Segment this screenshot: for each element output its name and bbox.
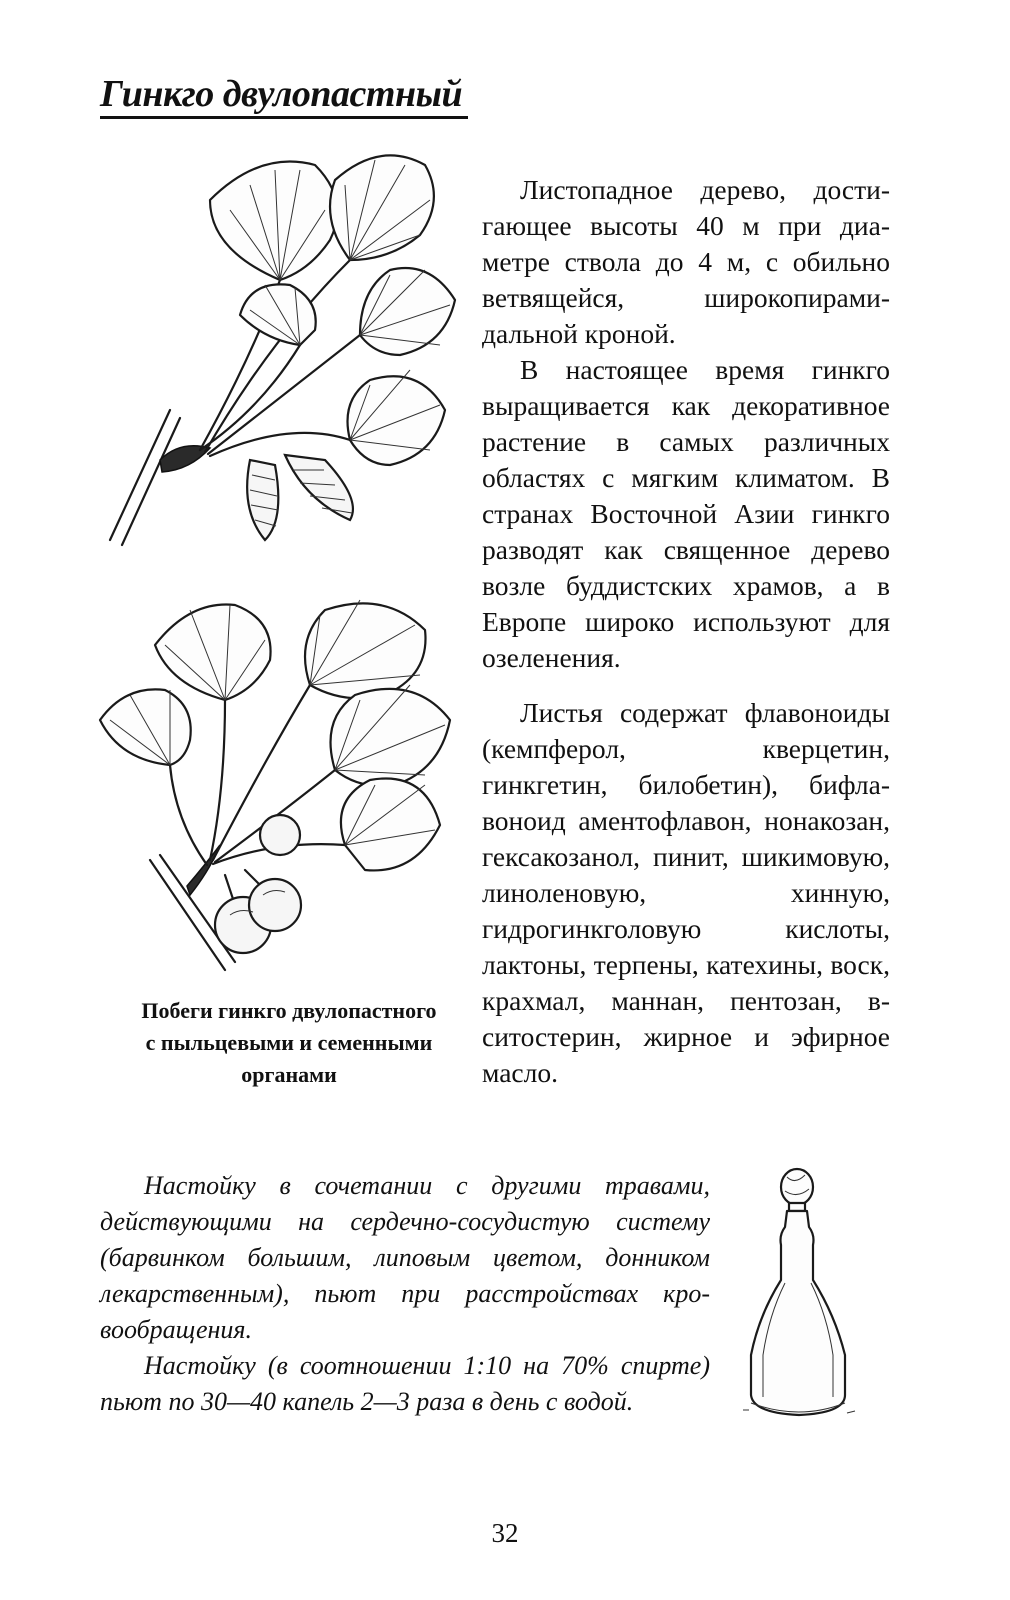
ginkgo-shoot-with-pollen-cones-icon — [100, 140, 470, 560]
page-number: 32 — [491, 1518, 519, 1548]
caption-line: с пыльцевыми и семенными — [145, 1030, 433, 1055]
caption-line: органами — [241, 1062, 337, 1087]
description-paragraph: В настоящее время гинкго выращивается как декоративное растение в самых различных областях с мягким климатом. В странах Восточной Азии гинкго разводят как священное дерево возле буддистских храмов, а в Европе широко используют для озеленения. — [482, 354, 890, 673]
description-text — [482, 172, 890, 676]
ginkgo-shoot-with-seeds-icon — [95, 590, 465, 990]
page-title: Гинкго двулопастный — [100, 72, 468, 119]
recipe-paragraph: Настойку (в соотношении 1:10 на 70% спирте) пьют по 30—40 капель 2—3 раза в день с водой. — [100, 1351, 710, 1416]
figure-caption — [108, 995, 470, 1091]
tincture-bottle-icon — [735, 1165, 865, 1435]
caption-line: Побеги гинкго двулопастного — [141, 998, 437, 1023]
composition-paragraph: Листья содержат флавоноиды (кемпферол, кверцетин, гинкгетин, билобетин), бифлавоноид аментофлавон, нонакозан, гексакозанол, пинит, шикимовую, линоленовую, хинную, гидрогинкголовую кислоты, лактоны, терпены, катехины, воск, крахмал, маннан, пентозан, в-ситостерин, жирное и эфирное масло. — [482, 697, 890, 1088]
recipe-text — [100, 1168, 710, 1420]
description-paragraph: Листопадное дерево, достигающее высоты 40 м при диаметре ствола до 4 м, с обильно ветвящейся, широкопирамидальной кроной. — [482, 174, 890, 349]
recipe-paragraph: Настойку в сочетании с другими травами, действующими на сердечно-сосудистую систему (барвинком большим, липовым цветом, донником лекарственным), пьют при расстройствах кровообращения. — [100, 1171, 710, 1344]
composition-text — [482, 695, 890, 1091]
